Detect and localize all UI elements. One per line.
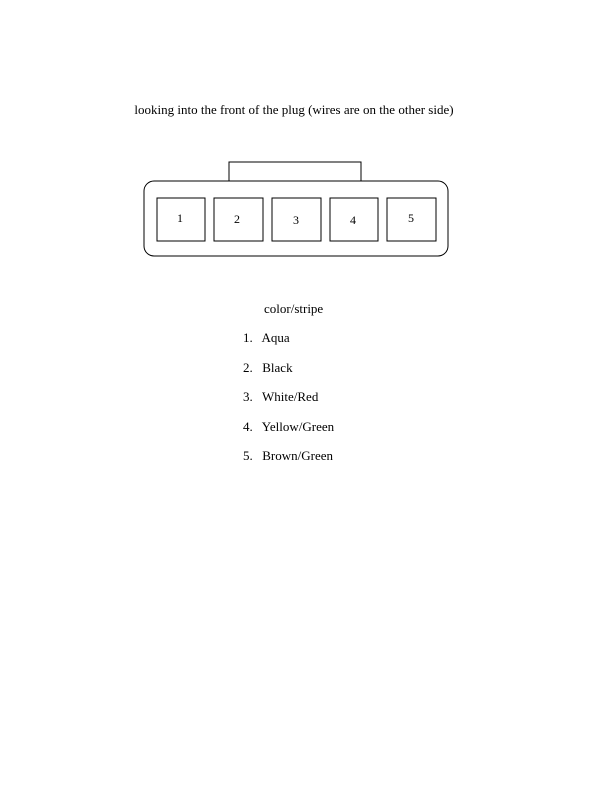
list-item-label: Yellow/Green [261,418,335,434]
list-item-number: 2. [243,359,253,375]
list-item-label: Brown/Green [262,448,334,463]
list-item [243,448,334,478]
list-item-label: Aqua [261,330,290,345]
diagram-caption: looking into the front of the plug (wires are on the other side) [134,102,454,117]
plug-diagram [0,0,604,300]
pin-label-2: 2 [234,212,240,226]
list-item-label: Black [262,359,293,375]
list-item-label: White/Red [262,389,319,404]
wire-color-legend [243,330,334,478]
list-item [243,389,334,419]
list-item-number: 5. [243,448,253,463]
pin-label-5: 5 [408,211,414,225]
list-item-number: 1. [243,330,253,345]
list-item [243,419,334,449]
list-item [243,330,334,360]
list-item-number: 3. [243,389,253,404]
plug-latch-tab [229,162,361,181]
pin-label-4: 4 [350,213,356,227]
list-item-number: 4. [243,418,253,434]
pin-label-1: 1 [177,211,183,225]
list-item [243,360,334,390]
pin-label-3: 3 [293,213,299,227]
legend-heading: color/stripe [264,301,324,316]
